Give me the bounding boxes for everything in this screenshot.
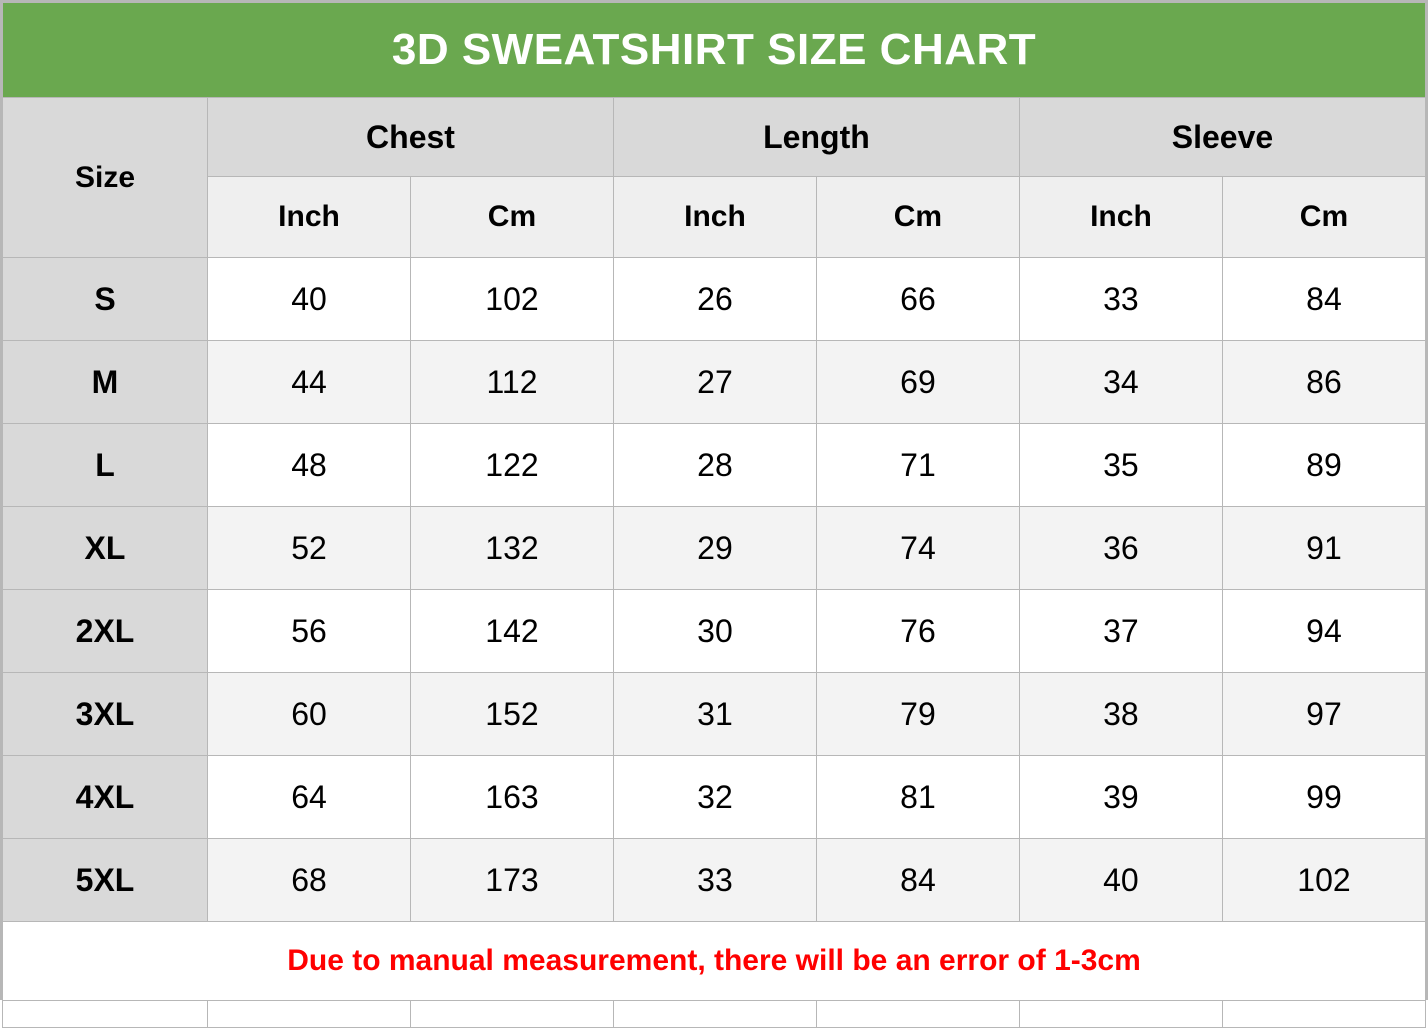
row-size-label: XL bbox=[3, 507, 208, 590]
cell-length-inch: 28 bbox=[613, 424, 816, 507]
chart-title: 3D SWEATSHIRT SIZE CHART bbox=[3, 3, 1426, 98]
spacer-cell bbox=[410, 1001, 613, 1028]
table-row bbox=[3, 424, 1426, 507]
cell-sleeve-cm: 99 bbox=[1222, 756, 1425, 839]
group-header-chest: Chest bbox=[208, 98, 614, 177]
cell-sleeve-cm: 102 bbox=[1222, 839, 1425, 922]
cell-sleeve-cm: 86 bbox=[1222, 341, 1425, 424]
table-row bbox=[3, 507, 1426, 590]
spacer-cell bbox=[613, 1001, 816, 1028]
cell-chest-inch: 48 bbox=[208, 424, 411, 507]
cell-length-cm: 69 bbox=[816, 341, 1019, 424]
cell-chest-cm: 132 bbox=[410, 507, 613, 590]
cell-sleeve-inch: 38 bbox=[1019, 673, 1222, 756]
cell-chest-cm: 102 bbox=[410, 258, 613, 341]
cell-chest-cm: 122 bbox=[410, 424, 613, 507]
cell-length-cm: 76 bbox=[816, 590, 1019, 673]
size-chart-table bbox=[2, 2, 1426, 1028]
spacer-cell bbox=[208, 1001, 411, 1028]
unit-header-row bbox=[3, 177, 1426, 258]
cell-sleeve-inch: 36 bbox=[1019, 507, 1222, 590]
unit-header-chest-inch: Inch bbox=[208, 177, 411, 258]
bottom-spacer-row bbox=[3, 1001, 1426, 1028]
unit-header-length-cm: Cm bbox=[816, 177, 1019, 258]
cell-sleeve-cm: 94 bbox=[1222, 590, 1425, 673]
spacer-cell bbox=[3, 1001, 208, 1028]
table-row bbox=[3, 341, 1426, 424]
note-row bbox=[3, 922, 1426, 1001]
row-size-label: L bbox=[3, 424, 208, 507]
cell-length-cm: 84 bbox=[816, 839, 1019, 922]
spacer-cell bbox=[1222, 1001, 1425, 1028]
unit-header-length-inch: Inch bbox=[613, 177, 816, 258]
cell-length-inch: 30 bbox=[613, 590, 816, 673]
cell-length-cm: 74 bbox=[816, 507, 1019, 590]
group-header-length: Length bbox=[613, 98, 1019, 177]
cell-chest-cm: 163 bbox=[410, 756, 613, 839]
cell-length-inch: 29 bbox=[613, 507, 816, 590]
cell-length-cm: 79 bbox=[816, 673, 1019, 756]
cell-sleeve-cm: 97 bbox=[1222, 673, 1425, 756]
table-row bbox=[3, 258, 1426, 341]
row-size-label: S bbox=[3, 258, 208, 341]
row-size-label: 3XL bbox=[3, 673, 208, 756]
size-column-header: Size bbox=[3, 98, 208, 258]
cell-chest-inch: 44 bbox=[208, 341, 411, 424]
unit-header-sleeve-inch: Inch bbox=[1019, 177, 1222, 258]
cell-sleeve-cm: 89 bbox=[1222, 424, 1425, 507]
cell-length-cm: 71 bbox=[816, 424, 1019, 507]
cell-chest-inch: 52 bbox=[208, 507, 411, 590]
cell-length-inch: 31 bbox=[613, 673, 816, 756]
cell-sleeve-inch: 35 bbox=[1019, 424, 1222, 507]
cell-chest-cm: 173 bbox=[410, 839, 613, 922]
table-row bbox=[3, 673, 1426, 756]
cell-chest-cm: 142 bbox=[410, 590, 613, 673]
cell-chest-inch: 64 bbox=[208, 756, 411, 839]
table-row bbox=[3, 839, 1426, 922]
row-size-label: 4XL bbox=[3, 756, 208, 839]
cell-chest-inch: 68 bbox=[208, 839, 411, 922]
cell-sleeve-inch: 33 bbox=[1019, 258, 1222, 341]
group-header-sleeve: Sleeve bbox=[1019, 98, 1425, 177]
spacer-cell bbox=[816, 1001, 1019, 1028]
title-row bbox=[3, 3, 1426, 98]
cell-sleeve-inch: 34 bbox=[1019, 341, 1222, 424]
table-row bbox=[3, 756, 1426, 839]
row-size-label: M bbox=[3, 341, 208, 424]
row-size-label: 5XL bbox=[3, 839, 208, 922]
cell-sleeve-cm: 84 bbox=[1222, 258, 1425, 341]
cell-sleeve-inch: 40 bbox=[1019, 839, 1222, 922]
cell-chest-inch: 60 bbox=[208, 673, 411, 756]
cell-length-inch: 32 bbox=[613, 756, 816, 839]
spacer-cell bbox=[1019, 1001, 1222, 1028]
cell-sleeve-cm: 91 bbox=[1222, 507, 1425, 590]
cell-length-inch: 33 bbox=[613, 839, 816, 922]
cell-chest-inch: 40 bbox=[208, 258, 411, 341]
measurement-note: Due to manual measurement, there will be an error of 1-3cm bbox=[3, 922, 1426, 1001]
unit-header-sleeve-cm: Cm bbox=[1222, 177, 1425, 258]
row-size-label: 2XL bbox=[3, 590, 208, 673]
cell-length-cm: 81 bbox=[816, 756, 1019, 839]
cell-length-inch: 27 bbox=[613, 341, 816, 424]
group-header-row bbox=[3, 98, 1426, 177]
cell-length-inch: 26 bbox=[613, 258, 816, 341]
cell-chest-cm: 152 bbox=[410, 673, 613, 756]
cell-length-cm: 66 bbox=[816, 258, 1019, 341]
table-row bbox=[3, 590, 1426, 673]
cell-sleeve-inch: 39 bbox=[1019, 756, 1222, 839]
unit-header-chest-cm: Cm bbox=[410, 177, 613, 258]
cell-chest-cm: 112 bbox=[410, 341, 613, 424]
cell-chest-inch: 56 bbox=[208, 590, 411, 673]
cell-sleeve-inch: 37 bbox=[1019, 590, 1222, 673]
